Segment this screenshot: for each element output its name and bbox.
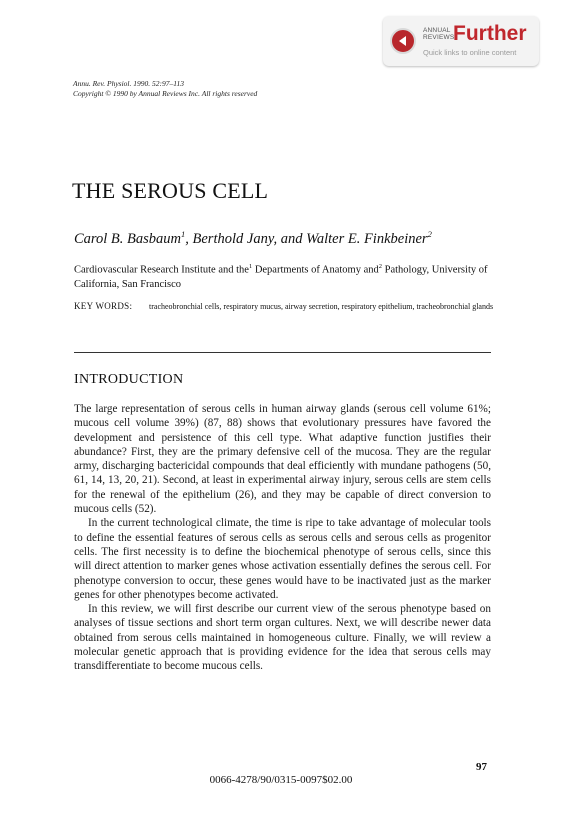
paragraph: In this review, we will first describe our current view of the serous phenotype based on analyses of tissue sections and short term organ cultures. Next, we will describe newer data obtained from serous cells maintained in homogeneous culture. Finally, we will review a molecular genetic approach that is providing evidence for the idea that serous cells may transdifferentiate to become mucous cells. xyxy=(74,603,491,673)
affiliation-sup-1: 1 xyxy=(248,263,253,270)
affiliation-part-1: Cardiovascular Research Institute and the xyxy=(74,264,249,276)
author-1: Carol B. Basbaum xyxy=(74,230,182,247)
author-list xyxy=(74,229,432,248)
author-3-superscript: 2 xyxy=(427,229,432,239)
article-title: THE SEROUS CELL xyxy=(72,178,269,203)
author-separator: , xyxy=(185,230,193,247)
author-2-3: Berthold Jany, and Walter E. Finkbeiner xyxy=(192,230,428,247)
paragraph: The large representation of serous cells in human airway glands (serous cell volume 61%; mucous cell volume 39%) (87, 88) shows that evolutionary pressures have favored the development and persistence of this cell type. What adaptive function justifies their abundance? First, they are the primary defensive cell of the mucosa. They are the regular army, discharging bactericidal compounds that deal efficiently with mundane pathogens (50, 61, 14, 13, 20, 21). Second, at least in experimental airway injury, serous cells are stem cells for the renewal of the epithelium (26), and they may be capable of direct conversion to mucous cells (52). xyxy=(74,403,491,516)
citation-line-1: Annu. Rev. Physiol. 1990. 52:97–113 xyxy=(73,79,184,88)
affiliation-sup-2: 2 xyxy=(378,263,382,270)
annual-reviews-further-badge[interactable] xyxy=(383,16,539,66)
further-brand: Further xyxy=(453,22,527,45)
paragraph: In the current technological climate, the time is ripe to take advantage of molecular tools to define the essential features of serous cells as serous cells and serous cells as progenitor cells. The first necessity is to define the biochemical phenotype of serous cells, since this will direct attention to marker genes whose activation essentially defines the serous cell. For phenotype conversion to occur, these genes would have to be inactivated just as the marker genes for other phenotypes become activated. xyxy=(74,517,491,601)
article-code: 0066-4278/90/0315-0097$02.00 xyxy=(209,774,353,786)
affiliation-part-3: Pathology, University of California, San Francisco xyxy=(74,264,488,290)
keywords-label: KEY WORDS: xyxy=(74,301,133,311)
keywords-text: tracheobronchial cells, respiratory mucus, airway secretion, respiratory epithelium, tracheobronchial glands xyxy=(149,302,494,311)
citation-line-2: Copyright © 1990 by Annual Reviews Inc. All rights reserved xyxy=(73,88,258,98)
author-affiliation xyxy=(74,260,504,292)
play-back-icon xyxy=(390,28,416,54)
journal-citation xyxy=(73,79,257,98)
annual-label-line1: ANNUAL xyxy=(423,27,451,34)
author-1-superscript: 1 xyxy=(181,229,186,239)
section-heading: INTRODUCTION xyxy=(74,372,184,387)
annual-reviews-label xyxy=(423,27,454,41)
body-text xyxy=(74,402,491,674)
further-subtitle: Quick links to online content xyxy=(423,48,517,57)
affiliation-part-2: Departments of Anatomy and xyxy=(252,264,379,276)
section-divider xyxy=(74,352,491,353)
annual-label-line2: REVIEWS xyxy=(423,34,455,41)
page-number: 97 xyxy=(476,761,487,773)
